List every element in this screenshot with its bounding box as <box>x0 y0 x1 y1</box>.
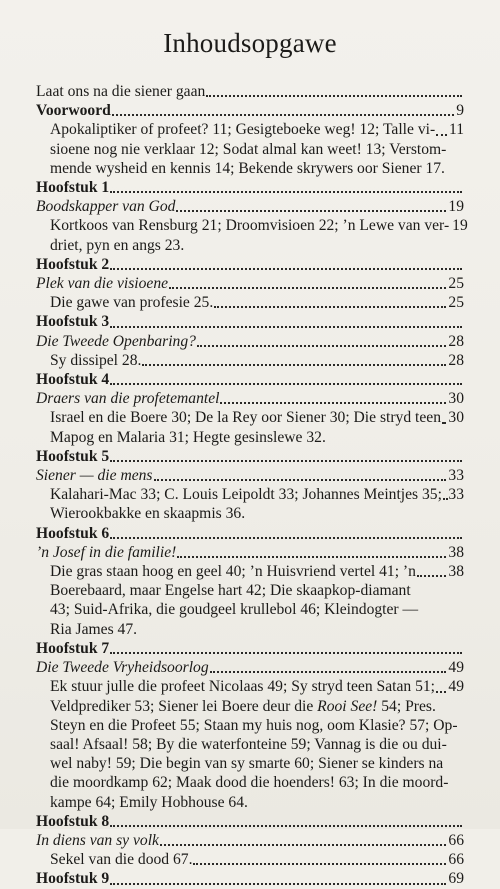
toc-page-number: 66 <box>448 831 464 849</box>
leader-dots <box>112 114 454 116</box>
toc-entry <box>36 677 464 696</box>
leader-dots <box>110 652 462 654</box>
toc-page-number: 28 <box>448 332 464 350</box>
toc-chapter-entry <box>36 178 464 197</box>
toc-description-line: die moordkamp 62; Maak dood die hoenders! 63; In die moord- <box>50 774 449 792</box>
toc-entry-label: Hoofstuk 8 <box>36 812 110 830</box>
toc-entry-label: Die Tweede Openbaring? <box>36 332 196 350</box>
toc-page-number: 33 <box>448 486 464 504</box>
toc-section-entry <box>36 466 464 485</box>
toc-description-line: Veldprediker 53; Siener lei Boere deur die Rooi See! 54; Pres. <box>50 697 436 715</box>
toc-entry <box>36 82 464 101</box>
toc-entry-label: Hoofstuk 5 <box>36 447 110 465</box>
toc-chapter-entry <box>36 312 464 331</box>
toc-description-line: Boerebaard, maar Engelse hart 42; Die skaapkop-diamant <box>50 582 411 600</box>
leader-dots <box>206 95 462 97</box>
toc-section-entry <box>36 389 464 408</box>
toc-chapter-entry <box>36 524 464 543</box>
toc-section-entry <box>36 332 464 351</box>
toc-section-entry <box>36 274 464 293</box>
toc-entry-label: Hoofstuk 2 <box>36 255 110 273</box>
toc-entry-label: Boodskapper van God <box>36 198 176 216</box>
leader-dots <box>110 537 462 539</box>
leader-dots <box>177 556 446 558</box>
leader-dots <box>443 498 446 500</box>
toc-description-line: 43; Suid-Afrika, die goudgeel krullebol 46; Kleindogter — <box>50 601 419 619</box>
leader-dots <box>176 210 446 212</box>
toc-entry-label: Hoofstuk 9 <box>36 870 110 888</box>
leader-dots <box>110 883 446 885</box>
toc-description-line: wel naby! 59; Die begin van sy smarte 60; Siener se kinders na <box>50 755 444 773</box>
toc-entry <box>36 562 464 581</box>
toc-entry-label: Die Tweede Vryheidsoorlog <box>36 659 209 677</box>
toc-description-line: Ria James 47. <box>50 620 138 638</box>
toc-chapter-entry <box>36 370 464 389</box>
toc-entry-label: Sy dissipel 28. <box>50 351 142 369</box>
toc-entry-label: Hoofstuk 6 <box>36 524 110 542</box>
toc-entry-label: Voorwoord <box>36 102 111 120</box>
leader-dots <box>436 134 447 136</box>
toc-entry <box>36 120 464 139</box>
toc-description-line: driet, pyn en angs 23. <box>50 236 185 254</box>
toc-description-line: saal! Afsaal! 58; By die waterfonteine 59; Vannag is die ou dui- <box>50 735 447 753</box>
toc-page-number: 66 <box>448 851 464 869</box>
toc-section-entry <box>36 658 464 677</box>
toc-chapter-entry <box>36 255 464 274</box>
toc-section-entry <box>36 197 464 216</box>
toc-entry-label: Apokaliptiker of profeet? 11; Gesigteboeke weg! 12; Talle vi- <box>50 121 436 139</box>
toc-section-entry <box>36 831 464 850</box>
toc-description-line: kampe 64; Emily Hobhouse 64. <box>50 793 248 811</box>
toc-entry-label: Ek stuur julle die profeet Nicolaas 49; Sy stryd teen Satan 51; <box>50 678 435 696</box>
toc-page-number: 38 <box>448 563 464 581</box>
leader-dots <box>169 287 446 289</box>
toc-page-number: 49 <box>448 678 464 696</box>
toc-page-number: 49 <box>448 659 464 677</box>
toc-page-number: 30 <box>448 390 464 408</box>
leader-dots <box>193 863 446 865</box>
toc-description-line: Mapog en Malaria 31; Hegte gesinslewe 32. <box>50 428 326 446</box>
toc-page-number: 30 <box>448 409 464 427</box>
toc-page-number: 38 <box>448 543 464 561</box>
toc-chapter-entry <box>36 447 464 466</box>
leader-dots <box>436 691 446 693</box>
toc-entry <box>36 485 464 504</box>
leader-dots <box>110 383 462 385</box>
toc-entry <box>36 216 468 235</box>
toc-page-number: 25 <box>448 275 464 293</box>
toc-page-number: 28 <box>448 351 464 369</box>
leader-dots <box>110 191 462 193</box>
toc-chapter-entry <box>36 101 464 120</box>
toc-page-number: 19 <box>448 198 464 216</box>
leader-dots <box>110 326 462 328</box>
toc-chapter-entry <box>36 812 464 831</box>
toc-entry-label: In diens van sy volk <box>36 831 159 849</box>
toc-entry <box>36 850 464 869</box>
leader-dots <box>210 671 447 673</box>
toc-entry-label: Kortkoos van Rensburg 21; Droomvisioen 22; ’n Lewe van ver- <box>50 217 450 235</box>
toc-entry-label: Hoofstuk 4 <box>36 371 110 389</box>
leader-dots <box>442 422 446 424</box>
toc-entry-label: Kalahari-Mac 33; C. Louis Leipoldt 33; Johannes Meintjes 35; <box>50 486 442 504</box>
toc-entry <box>36 293 464 312</box>
leader-dots <box>160 844 446 846</box>
toc-entry-label: Israel en die Boere 30; De la Rey oor Siener 30; Die stryd teen <box>50 409 442 427</box>
toc-page-number: 25 <box>448 294 464 312</box>
toc-page-number: 9 <box>456 102 464 120</box>
toc-entry <box>36 408 464 427</box>
table-of-contents <box>36 82 468 889</box>
toc-page-number: 19 <box>452 217 468 235</box>
toc-description-line: Wierookbakke en skaapmis 36. <box>50 505 246 523</box>
toc-description-line: sioene nog nie verklaar 12; Sodat almal kan weet! 13; Verstom- <box>50 140 447 158</box>
leader-dots <box>214 306 446 308</box>
toc-entry-label: Laat ons na die siener gaan <box>36 83 206 100</box>
leader-dots <box>197 345 446 347</box>
toc-chapter-entry <box>36 639 464 658</box>
toc-page-number: 33 <box>448 467 464 485</box>
toc-entry-label: ’n Josef in die familie! <box>36 543 177 561</box>
toc-page-number: 11 <box>448 121 464 139</box>
toc-entry-label: Sekel van die dood 67. <box>50 851 193 869</box>
page-title: Inhoudsopgawe <box>163 28 337 58</box>
toc-entry-label: Hoofstuk 3 <box>36 313 110 331</box>
toc-entry-label: Die gras staan hoog en geel 40; ’n Huisvriend vertel 41; ’n <box>50 563 416 581</box>
toc-entry-label: Plek van die visioene <box>36 275 169 293</box>
leader-dots <box>142 364 446 366</box>
toc-description-line: Steyn en die Profeet 55; Staan my huis nog, oom Klasie? 57; Op- <box>50 716 458 734</box>
toc-entry-label: Siener — die mens <box>36 467 153 485</box>
leader-dots <box>110 460 462 462</box>
leader-dots <box>220 402 446 404</box>
toc-entry-label: Die gawe van profesie 25. <box>50 294 214 312</box>
toc-entry-label: Hoofstuk 7 <box>36 639 110 657</box>
toc-description-line: mende wysheid en kennis 14; Bekende skrywers oor Siener 17. <box>50 159 445 177</box>
leader-dots <box>417 575 446 577</box>
toc-page-number: 69 <box>448 870 464 888</box>
toc-entry <box>36 351 464 370</box>
leader-dots <box>110 268 462 270</box>
toc-section-entry <box>36 543 464 562</box>
leader-dots <box>110 825 462 827</box>
leader-dots <box>154 479 447 481</box>
toc-entry-label: Hoofstuk 1 <box>36 179 110 197</box>
toc-entry-label: Draers van die profetemantel <box>36 390 220 408</box>
toc-chapter-entry <box>36 869 464 888</box>
